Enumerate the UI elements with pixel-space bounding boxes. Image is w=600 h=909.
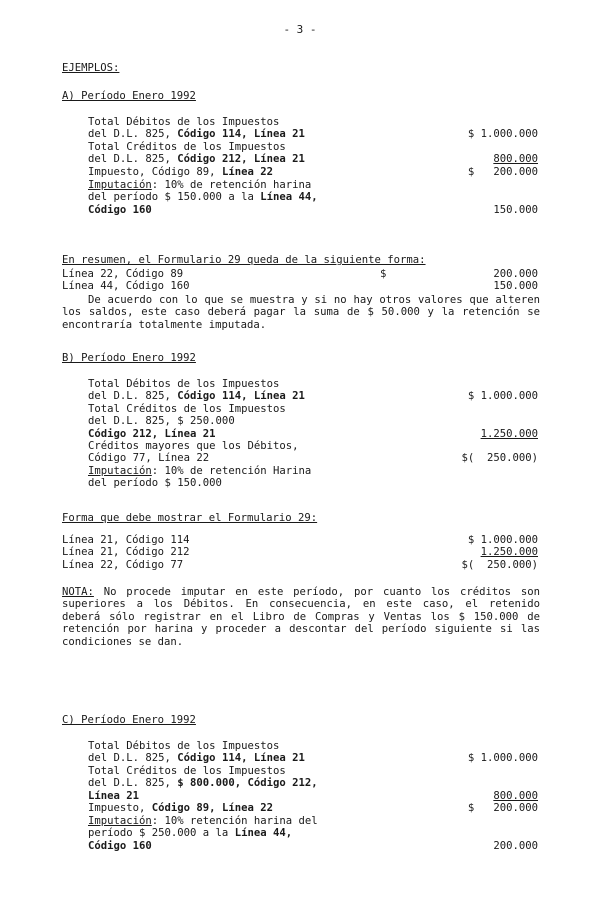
amount: $ 200.000 [467,166,538,178]
line-text: del período $ 150.000 a la Línea 44, [88,191,318,204]
section-a-title-text: A) Período Enero 1992 [62,90,196,102]
form-table [62,534,538,571]
section-a-item-2 [88,141,538,166]
section-c-item-1 [88,740,538,765]
line-text: Total Débitos de los Impuestos [88,740,280,752]
amount: 1.250.000 [480,427,538,440]
amount: $( 250.000) [461,452,538,465]
amount: $ 1.000.000 [467,128,538,141]
line-text: del período $ 150.000 [88,477,222,490]
section-a-item-3 [88,166,538,178]
form-label: Línea 22, Código 77 [62,558,184,571]
form-amount: $ 1.000.000 [467,534,538,546]
section-a-title [62,90,196,102]
section-c-item-3 [88,802,538,814]
amount: 200.000 [493,839,538,852]
section-c-title [62,714,196,726]
line-text: del D.L. 825, $ 800.000, Código 212, [88,777,318,790]
amount: $ 1.000.000 [467,752,538,765]
ejemplos-heading [62,62,119,74]
section-b-item-1 [88,378,538,403]
section-b-title [62,352,196,364]
line-text: Imputación: 10% de retención harina [88,179,312,191]
line-text: Total Créditos de los Impuestos [88,141,286,153]
line-text: Impuesto, Código 89, Línea 22 [88,166,273,178]
summary-label: Línea 44, Código 160 [62,280,190,293]
summary-row [62,268,538,280]
summary-amount: 150.000 [493,280,538,293]
page-number: - 3 - [283,23,317,36]
line-text: Código 160 [88,203,152,216]
line-text: Código 160 [88,839,152,852]
line-text: Total Créditos de los Impuestos [88,403,286,415]
line-text: Total Créditos de los Impuestos [88,765,286,777]
line-text: Créditos mayores que los Débitos, [88,440,299,452]
summary-title-text: En resumen, el Formulario 29 queda de la siguiente forma: [62,254,426,266]
form-row [62,534,538,546]
nota-label: NOTA: [62,586,94,598]
line-text: Total Débitos de los Impuestos [88,378,280,390]
summary-title [62,254,426,266]
form-row [62,546,538,558]
line-text: Línea 21 [88,789,140,802]
currency-sign: $ [380,268,387,280]
summary-row [62,280,538,292]
line-text: Imputación: 10% de retención Harina [88,465,312,477]
form-amount: 1.250.000 [480,546,538,559]
nota-paragraph [62,586,540,648]
line-text: del D.L. 825, Código 114, Línea 21 [88,128,305,141]
line-text: Código 77, Línea 22 [88,452,210,465]
amount: $ 1.000.000 [467,390,538,403]
form-label: Línea 21, Código 114 [62,534,190,546]
amount: 800.000 [493,153,538,166]
line-text: del D.L. 825, Código 114, Línea 21 [88,752,305,765]
line-text: Impuesto, Código 89, Línea 22 [88,802,273,814]
line-text: Código 212, Línea 21 [88,427,216,440]
section-a-item-1 [88,116,538,141]
section-a-item-4 [88,179,538,216]
section-b-item-4 [88,465,538,490]
line-text: del D.L. 825, Código 212, Línea 21 [88,153,305,166]
summary-table [62,268,538,293]
section-c-item-4 [88,815,538,852]
amount: 150.000 [493,203,538,216]
line-text: Total Débitos de los Impuestos [88,116,280,128]
form-amount: $( 250.000) [461,558,538,571]
section-c-title-text: C) Período Enero 1992 [62,714,196,726]
paragraph-a: De acuerdo con lo que se muestra y si no hay otros valores que alteren los saldos, este caso deberá pagar la suma de $ 50.000 y la retención se encontraría totalmente imputada. [62,294,540,331]
form-title-text: Forma que debe mostrar el Formulario 29: [62,512,318,524]
line-text: período $ 250.000 a la Línea 44, [88,827,293,840]
form-title [62,512,317,524]
ejemplos-label: EJEMPLOS: [62,62,120,74]
amount: 800.000 [493,789,538,802]
summary-amount: 200.000 [493,268,538,280]
summary-label: Línea 22, Código 89 [62,268,184,280]
amount: $ 200.000 [467,802,538,814]
section-b-title-text: B) Período Enero 1992 [62,352,196,364]
nota-text: No procede imputar en este período, por cuanto los créditos son superiores a los Débitos. En consecuencia, en este caso, el retenido deberá sólo registrar en el Libro de Compras y Ventas los $ 150.000 de retención por harina y proceder a descontar del período siguiente si las condiciones se dan. [62,586,540,648]
section-b-item-3 [88,440,538,465]
form-row [62,559,538,571]
line-text: del D.L. 825, Código 114, Línea 21 [88,390,305,403]
form-label: Línea 21, Código 212 [62,546,190,559]
line-text: Imputación: 10% retención harina del [88,815,318,827]
section-b-item-2 [88,403,538,440]
section-c-item-2 [88,765,538,802]
line-text: del D.L. 825, $ 250.000 [88,415,235,428]
